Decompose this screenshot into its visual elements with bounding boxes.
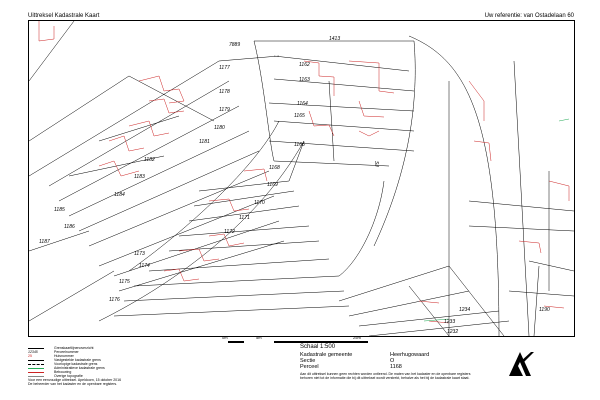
parcel-number-label: 1176	[109, 297, 120, 303]
parcel-number-label: 1180	[214, 125, 225, 131]
legend-label: Grenskaartlijnenoverzicht	[54, 346, 94, 350]
parcel-number-label: 1162	[299, 62, 310, 68]
parcel-number-label: 1182	[144, 157, 155, 163]
parcel-number-label: 1166	[294, 142, 305, 148]
scale-bar-graphic	[228, 341, 368, 343]
parcel-number-label: 1164	[297, 101, 308, 107]
admin-line	[424, 119, 569, 321]
parcel-number-label: 1172	[224, 229, 235, 235]
parcel-number-label: 1234	[459, 307, 471, 313]
parcel-number-label: 1174	[139, 263, 150, 269]
legend-symbol: 12345	[28, 350, 38, 354]
scale-tick-25: 25m	[353, 335, 361, 340]
scale-tick-0: 0m	[222, 335, 228, 340]
parcel-number-label: 1233	[444, 319, 456, 325]
info-key: Sectie	[300, 358, 316, 364]
map-canvas[interactable]	[29, 21, 574, 336]
info-key: Perceel	[300, 364, 319, 370]
parcel-info	[300, 352, 470, 370]
legend-symbol: 25	[28, 354, 32, 358]
legend-footnote: De beheerder van het kadaster en de openbare registers.	[28, 382, 118, 386]
legend-label: Voorlopige kadastrale grens	[54, 362, 98, 366]
info-value: 1168	[390, 364, 402, 370]
kadaster-logo-icon	[505, 348, 535, 378]
parcel-number-label: 1165	[294, 113, 305, 119]
parcel-number-label: 7889	[229, 42, 241, 48]
info-value: Heerhugowaard	[390, 352, 430, 358]
cadastral-map[interactable]	[28, 20, 575, 337]
parcel-number-label: 1413	[329, 36, 341, 42]
parcel-number-label: 1177	[219, 65, 230, 71]
parcel-number-label: 1179	[219, 107, 230, 113]
street-label: Sil	[373, 161, 379, 167]
legend-footnote: Voor een eenvoudige uittreksel. Apeldoorn, 15 oktober 2016	[28, 378, 122, 382]
parcel-number-label: 1171	[239, 215, 250, 221]
parcel-number-label: 1187	[39, 239, 50, 245]
parcel-number-label: 1185	[54, 207, 65, 213]
parcel-number-label: 1181	[199, 139, 210, 145]
legend-label: Administratieve kadastrale grens	[54, 366, 105, 370]
legend	[28, 346, 300, 386]
legend-label: Huisnummer	[54, 354, 74, 358]
parcel-number-label: 1184	[114, 192, 125, 198]
parcel-lines-bottom	[339, 266, 509, 336]
parcel-number-label: 1168	[269, 165, 280, 171]
scale-tick-5: 5m	[256, 335, 262, 340]
info-value: O	[390, 358, 395, 364]
legend-label: Perceelnummer	[54, 350, 79, 354]
parcel-number-label: 1178	[219, 89, 230, 95]
legend-label: Vastgestelde kadastrale grens	[54, 358, 101, 362]
parcel-number-label: 1186	[64, 224, 75, 230]
parcel-lines-middle	[99, 121, 384, 321]
info-row	[300, 364, 470, 370]
disclaimer-text: Aan dit uittreksel kunnen geen rechten worden ontleend. De maten van het kadaster en de openbare registers behoren niet tot de informatie die bij dit uittreksel wordt verstrekt, behalve als het bij de kadastrale kaart staat.	[300, 372, 471, 380]
parcel-number-label: 1163	[299, 77, 310, 83]
parcel-number-label: 1232	[447, 329, 459, 335]
legend-label: Bebouwing	[54, 370, 72, 374]
parcel-number-label: 1183	[134, 174, 145, 180]
legend-label: Overige topografie	[54, 374, 83, 378]
parcel-number-label: 1170	[254, 200, 265, 206]
scale-title: Schaal 1:500	[300, 344, 336, 350]
reference-text: Uw referentie: van Ostadelaan 60	[484, 13, 574, 19]
info-key: Kadastrale gemeente	[300, 352, 353, 358]
parcel-number-label: 1173	[134, 251, 145, 257]
map-title: Uittreksel Kadastrale Kaart	[28, 13, 100, 19]
parcel-number-label: 1190	[539, 307, 550, 313]
parcel-number-label: 1175	[119, 279, 130, 285]
parcel-number-label: 1169	[267, 182, 278, 188]
